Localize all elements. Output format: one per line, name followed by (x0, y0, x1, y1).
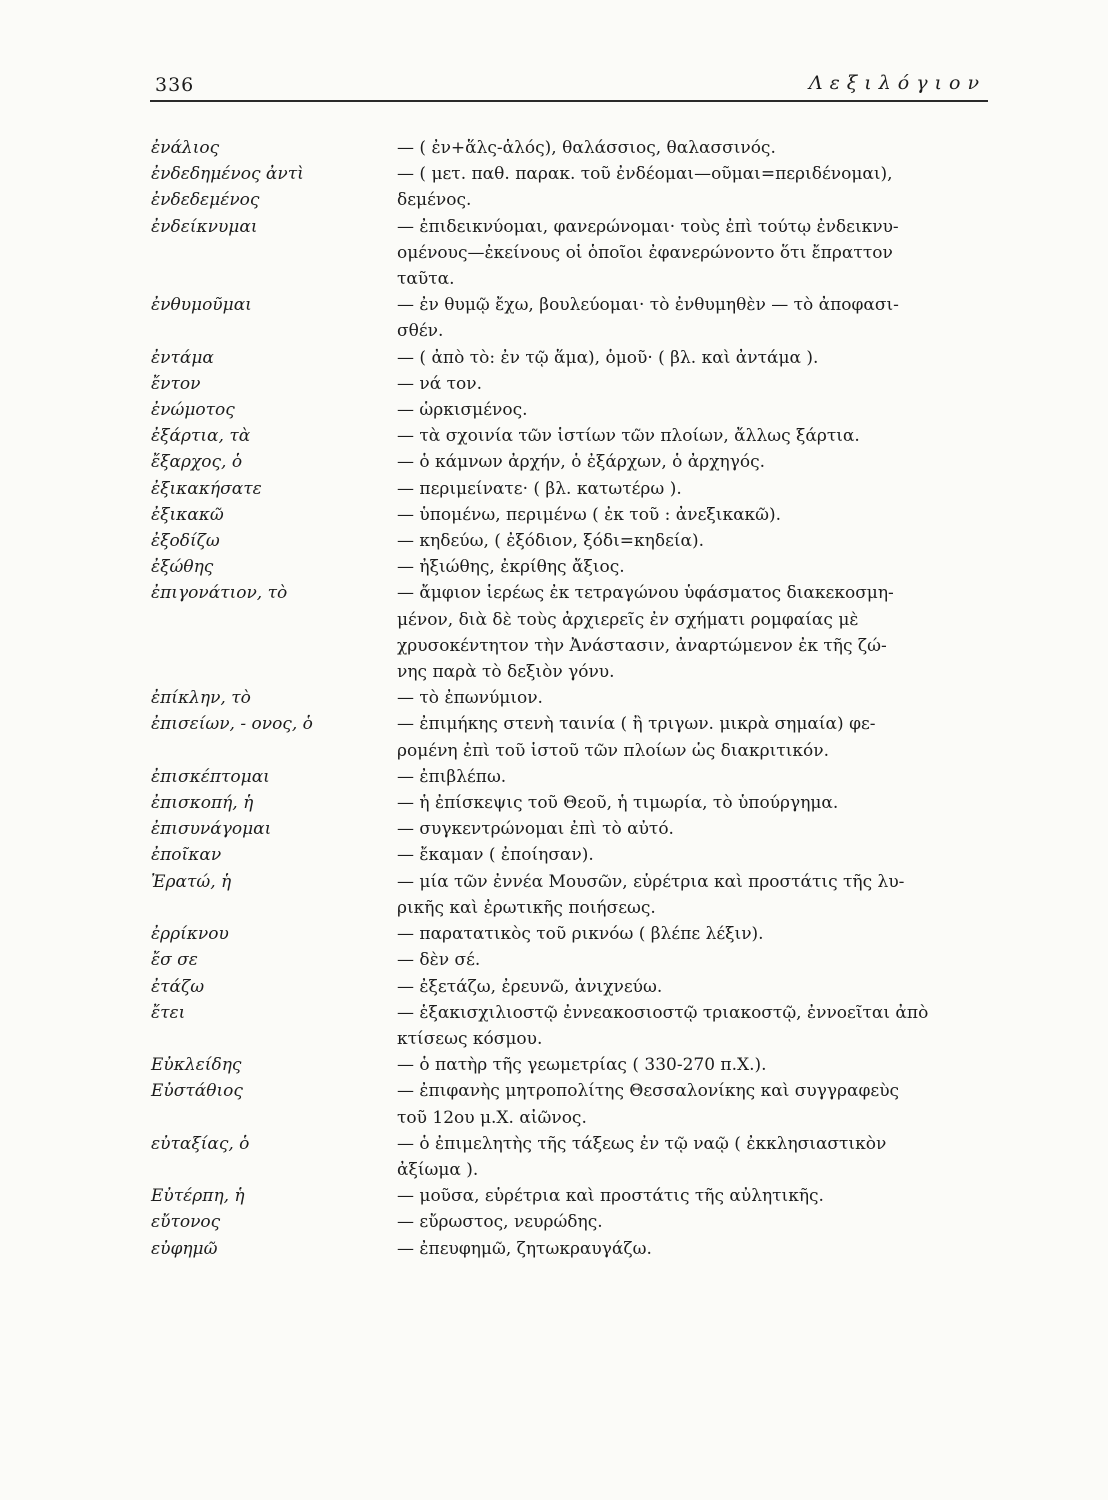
entry-term: Ἐρατώ, ἡ (151, 871, 232, 892)
glossary-entry (0, 1052, 1108, 1078)
glossary-entry (0, 1209, 1108, 1235)
entry-definition: — ἠξιώθης, ἐκρίθης ἄξιος. (397, 557, 625, 578)
entry-term: ἐξώθης (151, 557, 214, 578)
glossary-entry (0, 842, 1108, 868)
entry-definition: — ἡ ἐπίσκεψις τοῦ Θεοῦ, ἡ τιμωρία, τὸ ὑπούργημα. (397, 793, 839, 814)
entry-definition: — εὔρωστος, νευρώδης. (397, 1212, 603, 1233)
entry-term: ἐνθυμοῦμαι (151, 295, 252, 316)
glossary-entry (0, 921, 1108, 947)
entry-term: ἐνδείκνυμαι (151, 216, 258, 237)
glossary-entry (0, 476, 1108, 502)
entry-definition: — ἐπευφημῶ, ζητωκραυγάζω. (397, 1238, 652, 1259)
entry-definition: — ἐπιδεικνύομαι, φανερώνομαι· τοὺς ἐπὶ τούτῳ ἐνδεικνυ- ομένους—ἐκείνους οἱ ὁποῖοι ἐφανερώνοντο ὅτι ἔπραττον ταῦτα. (397, 216, 899, 290)
entry-definition: — ( μετ. παθ. παρακ. τοῦ ἐνδέομαι—οῦμαι=περιδένομαι), δεμένος. (397, 164, 893, 211)
page-title: Λεξιλόγιον (808, 72, 986, 94)
glossary-entry (0, 790, 1108, 816)
entry-term: ἐξικακῶ (151, 504, 224, 525)
entry-definition: — κηδεύω, ( ἐξόδιον, ξόδι=κηδεία). (397, 531, 705, 552)
glossary-entry (0, 528, 1108, 554)
entry-term: Εὐτέρπη, ἡ (151, 1186, 245, 1207)
entry-term: Εὐστάθιος (151, 1081, 243, 1102)
glossary-entry (0, 292, 1108, 344)
glossary-entry (0, 947, 1108, 973)
entry-definition: — τὰ σχοινία τῶν ἱστίων τῶν πλοίων, ἄλλως ξάρτια. (397, 426, 860, 447)
entry-definition: — δὲν σέ. (397, 950, 481, 971)
entry-term: ἔτει (151, 1002, 186, 1023)
entry-term: ἐνάλιος (151, 138, 220, 158)
entry-definition: — ἑξακισχιλιοστῷ ἐννεακοσιοστῷ τριακοστῷ, ἐννοεῖται ἀπὸ κτίσεως κόσμου. (397, 1002, 929, 1049)
glossary-entry (0, 764, 1108, 790)
glossary-entry (0, 580, 1108, 685)
entry-term: ἐξικακήσατε (151, 478, 262, 499)
entry-definition: — ἐπιμήκης στενὴ ταινία ( ἢ τριγων. μικρὰ σημαία) φε- ρομένη ἐπὶ τοῦ ἱστοῦ τῶν πλοίων ὡς διακριτικόν. (397, 714, 876, 761)
entry-term: ἐπιγονάτιον, τὸ (151, 583, 288, 604)
glossary-entry (0, 423, 1108, 449)
entry-term: ἔσ σε (151, 950, 198, 971)
entry-definition: — ἐπιβλέπω. (397, 766, 507, 787)
entry-term: ἔντον (151, 373, 201, 394)
entry-definition: — ( ἀπὸ τὸ: ἐν τῷ ἅμα), ὁμοῦ· ( βλ. καὶ ἀντάμα ). (397, 347, 819, 368)
entry-term: ἐντάμα (151, 347, 214, 368)
glossary-entry (0, 1131, 1108, 1183)
entry-definition: — ὁ ἐπιμελητὴς τῆς τάξεως ἐν τῷ ναῷ ( ἐκκλησιαστικὸν ἀξίωμα ). (397, 1133, 887, 1180)
glossary-entry (0, 1183, 1108, 1209)
entry-definition: — ἄμφιον ἱερέως ἐκ τετραγώνου ὑφάσματος διακεκοσμη- μένον, διὰ δὲ τοὺς ἀρχιερεῖς ἐν σχήματι ρομφαίας μὲ χρυσοκέντητον τὴν Ἀνάστασιν, ἀναρτώμενον ἐκ τῆς ζώ- νης παρὰ τὸ δεξιὸν γόνυ. (397, 583, 894, 683)
entry-term: ἐνδεδημένος ἀντὶ ἐνδεδεμένος (151, 164, 304, 211)
header-rule (150, 100, 988, 102)
glossary-entry (0, 397, 1108, 423)
glossary-entry (0, 1000, 1108, 1052)
entry-definition: — παρατατικὸς τοῦ ρικνόω ( βλέπε λέξιν). (397, 924, 764, 945)
glossary-entry (0, 869, 1108, 921)
entry-definition: — μοῦσα, εὑρέτρια καὶ προστάτις τῆς αὐλητικῆς. (397, 1186, 824, 1207)
entry-definition: — ὡρκισμένος. (397, 400, 528, 421)
entry-term: ἐπισυνάγομαι (151, 819, 272, 840)
entry-term: ἐνώμοτος (151, 400, 235, 421)
entry-definition: — νά τον. (397, 373, 482, 394)
entry-term: ἐξοδίζω (151, 531, 220, 552)
glossary-entry (0, 449, 1108, 475)
glossary-entry (0, 502, 1108, 528)
entry-definition: — συγκεντρώνομαι ἐπὶ τὸ αὐτό. (397, 819, 674, 840)
entry-definition: — ἐπιφανὴς μητροπολίτης Θεσσαλονίκης καὶ συγγραφεὺς τοῦ 12ου μ.Χ. αἰῶνος. (397, 1081, 900, 1128)
entry-definition: — τὸ ἐπωνύμιον. (397, 688, 543, 709)
entry-term: ἐπισκοπή, ἡ (151, 793, 254, 814)
entry-definition: — ὁ πατὴρ τῆς γεωμετρίας ( 330-270 π.Χ.). (397, 1055, 767, 1076)
page-number: 336 (155, 74, 195, 96)
entry-definition: — περιμείνατε· ( βλ. κατωτέρω ). (397, 478, 682, 499)
glossary-entry (0, 1236, 1108, 1262)
glossary-entry (0, 135, 1108, 161)
glossary-entry (0, 974, 1108, 1000)
entry-term: ἐπισκέπτομαι (151, 766, 270, 787)
entry-term: ἐξάρτια, τὰ (151, 426, 251, 447)
glossary-entry (0, 214, 1108, 293)
entry-term: ἐρρίκνου (151, 924, 229, 945)
glossary-entry (0, 371, 1108, 397)
entry-term: ἐπισείων, - ονος, ὁ (151, 714, 313, 735)
entry-definition: — ἐν θυμῷ ἔχω, βουλεύομαι· τὸ ἐνθυμηθὲν — τὸ ἀποφασι- σθέν. (397, 295, 899, 342)
entry-definition: — μία τῶν ἐννέα Μουσῶν, εὑρέτρια καὶ προστάτις τῆς λυ- ρικῆς καὶ ἐρωτικῆς ποιήσεως. (397, 871, 905, 918)
entry-term: εὔτονος (151, 1212, 221, 1233)
entry-term: εὐταξίας, ὁ (151, 1133, 250, 1154)
entry-term: Εὐκλείδης (151, 1055, 242, 1076)
glossary-entry (0, 711, 1108, 763)
entry-definition: — ὑπομένω, περιμένω ( ἐκ τοῦ : ἀνεξικακῶ). (397, 504, 782, 525)
entry-definition: — ὁ κάμνων ἀρχήν, ὁ ἐξάρχων, ὁ ἀρχηγός. (397, 452, 766, 473)
glossary-entry (0, 554, 1108, 580)
entry-term: ἐποῖκαν (151, 845, 222, 866)
glossary-entry (0, 345, 1108, 371)
glossary-entry (0, 1078, 1108, 1130)
entry-definition: — ἔκαμαν ( ἐποίησαν). (397, 845, 594, 866)
entry-term: εὐφημῶ (151, 1238, 218, 1259)
glossary-list (0, 135, 1108, 1262)
glossary-entry (0, 685, 1108, 711)
glossary-entry (0, 816, 1108, 842)
entry-term: ἐτάζω (151, 976, 205, 997)
entry-term: ἐπίκλην, τὸ (151, 688, 251, 709)
entry-definition: — ( ἐν+ἅλς-ἁλός), θαλάσσιος, θαλασσινός. (397, 138, 776, 158)
entry-term: ἔξαρχος, ὁ (151, 452, 243, 473)
glossary-entry (0, 161, 1108, 213)
entry-definition: — ἐξετάζω, ἐρευνῶ, ἀνιχνεύω. (397, 976, 663, 997)
